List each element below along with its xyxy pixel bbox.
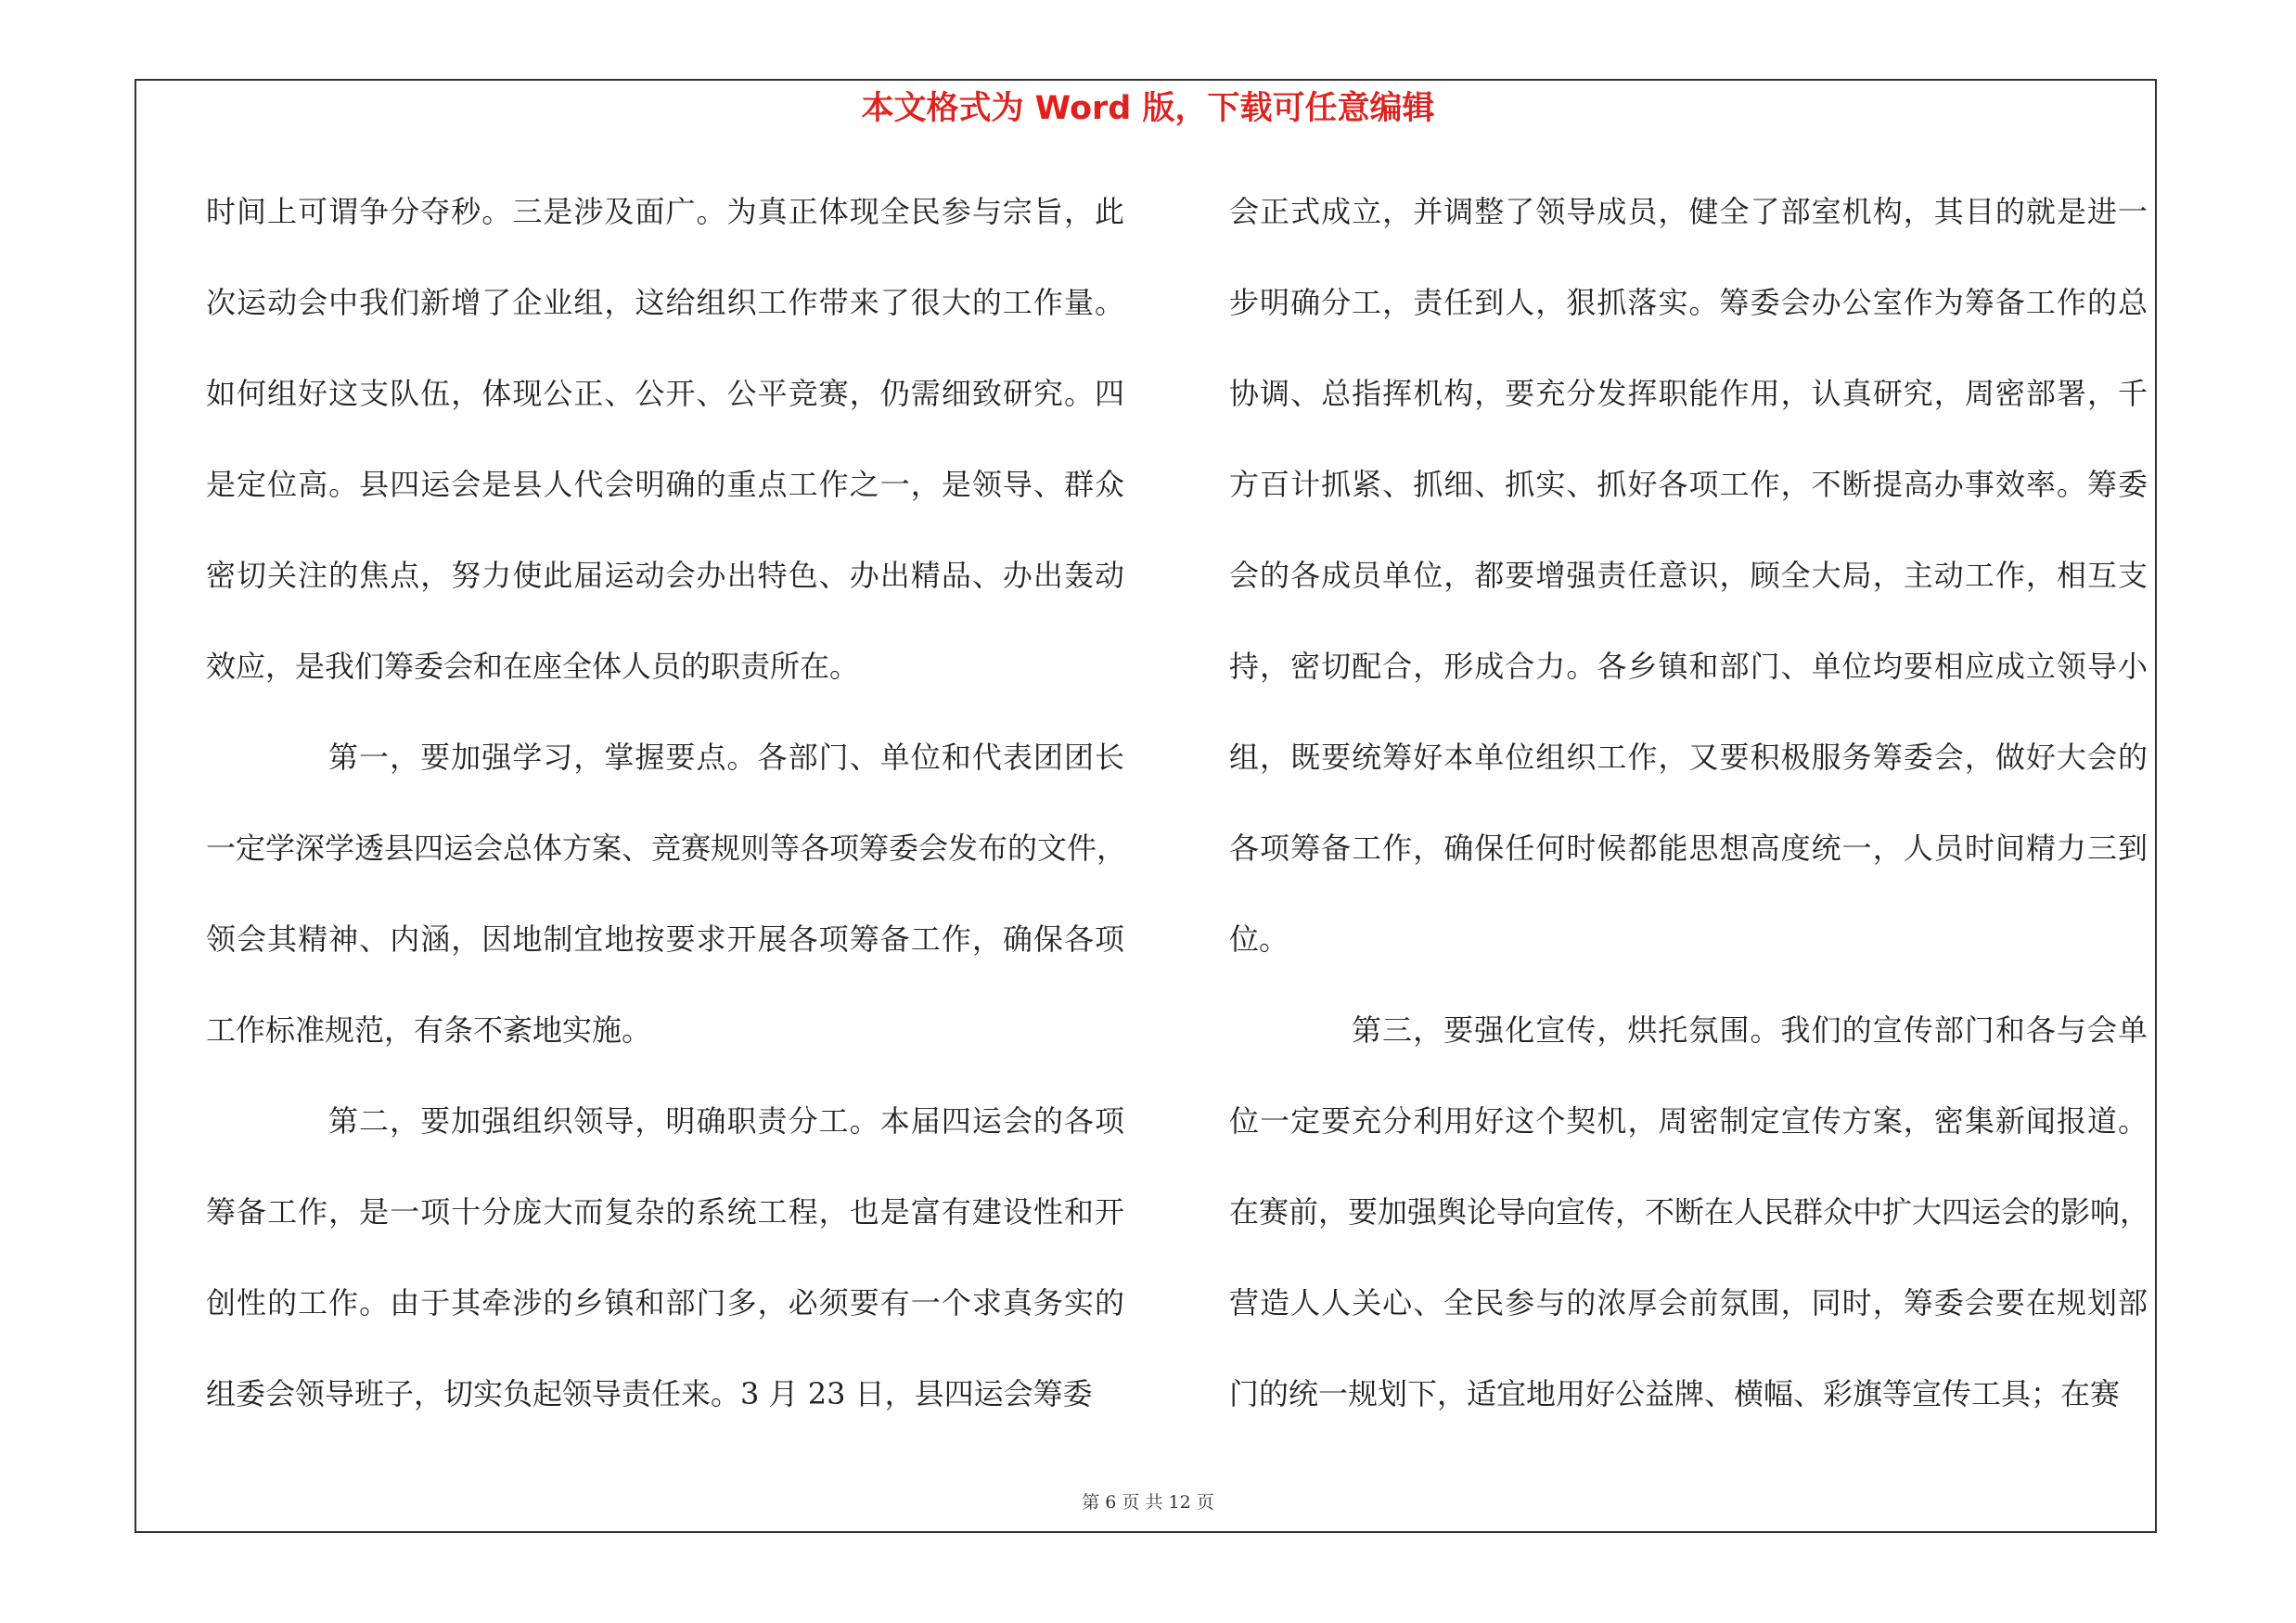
text-line: 门的统一规划下，适宜地用好公益牌、横幅、彩旗等宣传工具；在赛 (1229, 1376, 2121, 1411)
text-line: 密切关注的焦点，努力使此届运动会办出特色、办出精品、办出轰动 (206, 558, 1124, 593)
left-column (206, 179, 1127, 1452)
text-line: 在赛前，要加强舆论导向宣传，不断在人民群众中扩大四运会的影响， (1229, 1194, 2150, 1230)
text-line: 时间上可谓争分夺秒。三是涉及面广。为真正体现全民参与宗旨，此 (206, 194, 1124, 229)
page-number: 第 6 页 共 12 页 (1082, 1492, 1214, 1513)
text-line: 营造人人关心、全民参与的浓厚会前氛围，同时，筹委会要在规划部 (1229, 1285, 2148, 1320)
text-line: 各项筹备工作，确保任何时候都能思想高度统一，人员时间精力三到 (1229, 831, 2148, 866)
text-line: 会正式成立，并调整了领导成员，健全了部室机构，其目的就是进一 (1229, 194, 2148, 229)
text-line: 是定位高。县四运会是县人代会明确的重点工作之一，是领导、群众 (206, 467, 1124, 502)
text-line: 筹备工作，是一项十分庞大而复杂的系统工程，也是富有建设性和开 (206, 1194, 1124, 1230)
text-line: 持，密切配合，形成合力。各乡镇和部门、单位均要相应成立领导小 (1229, 649, 2148, 684)
text-line: 协调、总指挥机构，要充分发挥职能作用，认真研究，周密部署，千 (1229, 376, 2148, 411)
text-line: 次运动会中我们新增了企业组，这给组织工作带来了很大的工作量。 (206, 285, 1124, 320)
paragraph-first-line: 第二，要加强组织领导，明确职责分工。本届四运会的各项 (328, 1103, 1124, 1139)
paragraph-first-line: 第三，要强化宣传，烘托氛围。我们的宣传部门和各与会单 (1352, 1012, 2148, 1048)
text-line: 组委会领导班子，切实负起领导责任来。3 月 23 日，县四运会筹委 (206, 1376, 1093, 1411)
text-line: 步明确分工，责任到人，狠抓落实。筹委会办公室作为筹备工作的总 (1229, 285, 2148, 320)
text-line: 如何组好这支队伍，体现公正、公开、公平竞赛，仍需细致研究。四 (206, 376, 1124, 411)
text-line: 效应，是我们筹委会和在座全体人员的职责所在。 (206, 649, 860, 684)
right-column (1229, 179, 2148, 1452)
header-banner: 本文格式为 Word 版，下载可任意编辑 (861, 90, 1435, 127)
text-line: 位。 (1229, 921, 1289, 957)
text-line: 工作标准规范，有条不紊地实施。 (206, 1012, 652, 1048)
text-line: 方百计抓紧、抓细、抓实、抓好各项工作，不断提高办事效率。筹委 (1229, 467, 2148, 502)
text-line: 位一定要充分利用好这个契机，周密制定宣传方案，密集新闻报道。 (1229, 1103, 2148, 1139)
text-line: 领会其精神、内涵，因地制宜地按要求开展各项筹备工作，确保各项 (206, 921, 1124, 957)
text-line: 创性的工作。由于其牵涉的乡镇和部门多，必须要有一个求真务实的 (206, 1285, 1124, 1320)
text-line: 会的各成员单位，都要增强责任意识，顾全大局，主动工作，相互支 (1229, 558, 2148, 593)
text-line: 组，既要统筹好本单位组织工作，又要积极服务筹委会，做好大会的 (1229, 740, 2148, 775)
text-line: 一定学深学透县四运会总体方案、竞赛规则等各项筹委会发布的文件， (206, 831, 1127, 866)
paragraph-first-line: 第一，要加强学习，掌握要点。各部门、单位和代表团团长 (328, 740, 1124, 775)
